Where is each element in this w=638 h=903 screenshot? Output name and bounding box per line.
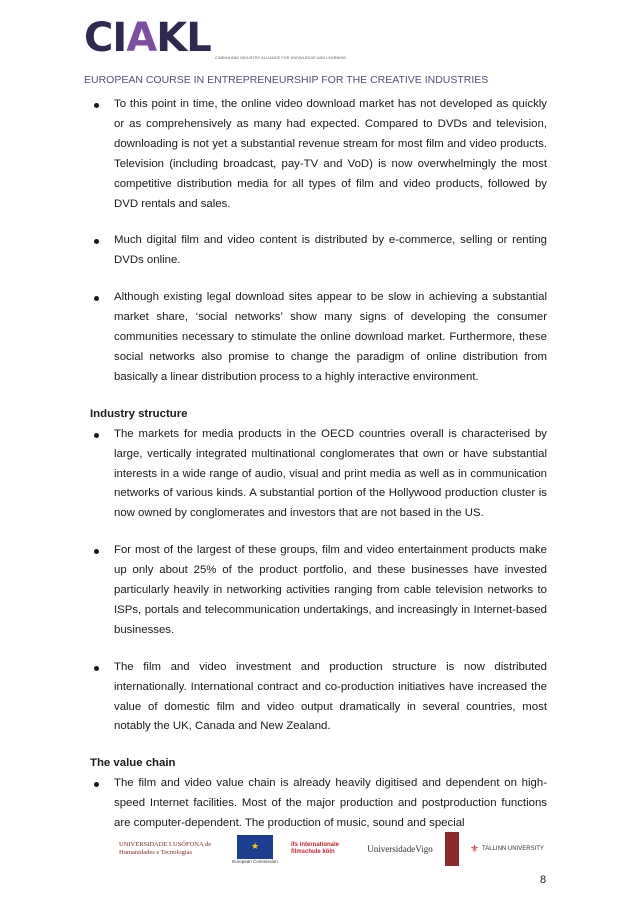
tallinn-logo <box>465 832 549 866</box>
bullet-item: The markets for media products in the OECD countries overall is characterised by large, vertically integrated multinational conglomerates that own or have substantial interests in a wide range of audio, visual and print media as well as in communication networks of various kinds. A substantial portion of the Hollywood production cluster is now owned by conglomerates and investors that are not based in the US. <box>90 425 547 525</box>
eu-label: European Commission <box>232 858 278 864</box>
tallinn-crest-icon: ⚜ <box>470 843 480 855</box>
logo-wordmark: CIAKL <box>84 15 211 61</box>
page-header <box>84 14 564 98</box>
bullet-item: The film and video investment and production structure is now distributed internationally. International contract and co-production initiatives have increased the value of domestic film and video output dramatically in several countries, most notably the UK, Canada and New Zealand. <box>90 658 547 738</box>
vigo-label: UniversidadeVigo <box>367 844 433 854</box>
bullet-item: Although existing legal download sites appear to be slow in achieving a substantial market share, ‘social networks’ show many signs of developing the consumer communities necessary to stimulate the online download market. Furthermore, these social networks also promise to change the paradigm of online distribution from basically a linear distribution process to a highly interactive environment. <box>90 288 547 388</box>
bullet-item: To this point in time, the online video download market has not developed as quickly or as comprehensively as many had expected. Compared to DVDs and television, downloading is not yet a substantial revenue stream for most film and video products. Television (including broadcast, pay-TV and VoD) is now overwhelmingly the most competitive distribution media for all types of film and video products, followed by DVD rentals and sales. <box>90 95 547 214</box>
section-heading: Industry structure <box>90 407 188 420</box>
ciakl-logo <box>84 14 424 74</box>
course-title: EUROPEAN COURSE IN ENTREPRENEURSHIP FOR THE CREATIVE INDUSTRIES <box>84 74 489 86</box>
ifs-label: ifs internationale filmschule köln <box>291 842 340 855</box>
footer-logos <box>119 828 549 872</box>
ifs-logo <box>291 832 351 866</box>
bullet-item: The film and video value chain is already heavily digitised and dependent on high-speed Internet facilities. Most of the major production and postproduction functions are computer-dependent. The production of music, sound and special <box>90 774 547 834</box>
section-heading: The value chain <box>90 757 176 770</box>
film-icon <box>445 832 459 866</box>
vigo-logo <box>359 832 441 866</box>
bullet-item: Much digital film and video content is distributed by e-commerce, selling or renting DVDs online. <box>90 231 547 271</box>
lusofona-logo <box>119 832 223 866</box>
eu-logo <box>231 832 279 866</box>
lusofona-label: UNIVERSIDADE LUSÓFONA de Humanidades e Tecnologias <box>119 841 212 856</box>
tallinn-label: TALLINN UNIVERSITY <box>482 846 544 852</box>
eu-flag-icon: ★ <box>237 835 273 859</box>
logo-tagline: CINEMA AND INDUSTRY ALLIANCE FOR KNOWLEDGE AND LEARNING <box>215 56 347 60</box>
document-body <box>90 95 547 834</box>
page-number: 8 <box>540 874 547 886</box>
bullet-item: For most of the largest of these groups, film and video entertainment products make up only about 25% of the product portfolio, and these businesses have invested particularly heavily in networking activities ranging from cable television networks to ISPs, portals and telecommunication undertakings, and increasingly in Internet-based businesses. <box>90 541 547 641</box>
